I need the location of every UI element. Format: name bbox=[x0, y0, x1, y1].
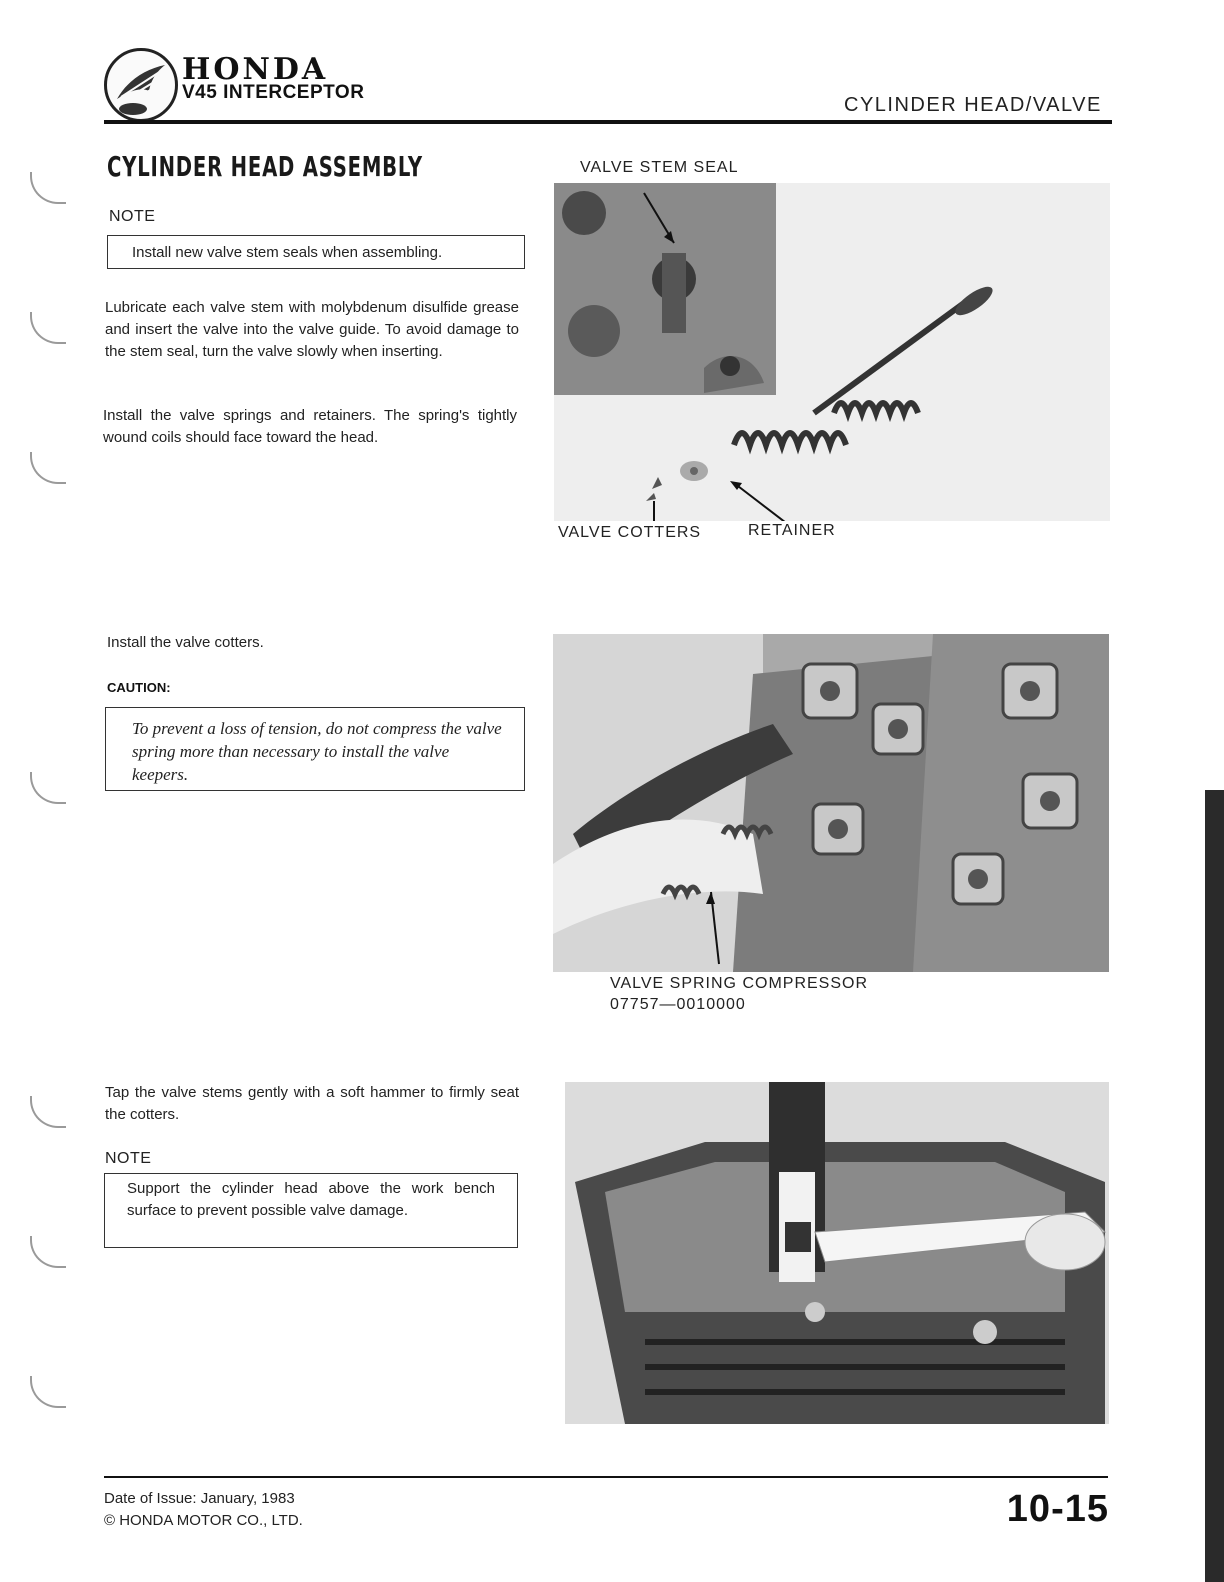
caution-box bbox=[105, 707, 525, 791]
soft-hammer-photo bbox=[565, 1082, 1109, 1424]
paragraph: Install the valve springs and retainers. The spring's tightly wound coils should face toward the head. bbox=[103, 407, 517, 446]
binder-mark bbox=[30, 452, 66, 484]
header-rule bbox=[104, 120, 1112, 124]
binder-mark bbox=[30, 1236, 66, 1268]
section-header: CYLINDER HEAD/VALVE bbox=[844, 94, 1102, 116]
note-label: NOTE bbox=[105, 1150, 152, 1167]
note-text: Support the cylinder head above the work bench surface to prevent possible valve damage. bbox=[127, 1180, 495, 1219]
honda-wing-logo bbox=[104, 48, 178, 122]
binder-mark bbox=[30, 1096, 66, 1128]
binder-mark bbox=[30, 1376, 66, 1408]
note-box bbox=[104, 1173, 518, 1248]
valve-parts-photo bbox=[554, 183, 1110, 521]
page-number: 10-15 bbox=[1006, 1488, 1109, 1530]
note-box bbox=[107, 235, 525, 269]
label-valve-stem-seal: VALVE STEM SEAL bbox=[580, 159, 739, 176]
page-edge bbox=[1205, 790, 1224, 1582]
paragraph: Lubricate each valve stem with molybdenum disulfide grease and insert the valve into the valve guide. To avoid damage to the stem seal, turn the valve slowly when inserting. bbox=[105, 299, 519, 360]
paragraph: Install the valve cotters. bbox=[107, 634, 264, 651]
brand-name: HONDA bbox=[182, 52, 329, 87]
copyright: © HONDA MOTOR CO., LTD. bbox=[104, 1512, 303, 1529]
caution-label: CAUTION: bbox=[107, 680, 171, 695]
note-text: Install new valve stem seals when assembling. bbox=[132, 244, 443, 261]
date-of-issue: Date of Issue: January, 1983 bbox=[104, 1490, 295, 1507]
spring-compressor-photo bbox=[553, 634, 1109, 972]
label-spring-compressor: VALVE SPRING COMPRESSOR bbox=[610, 975, 869, 992]
footer-rule bbox=[104, 1476, 1108, 1478]
note-label: NOTE bbox=[109, 208, 156, 225]
page-title: CYLINDER HEAD ASSEMBLY bbox=[107, 150, 423, 183]
label-part-number: 07757—0010000 bbox=[610, 996, 746, 1013]
model-name: V45 INTERCEPTOR bbox=[182, 82, 365, 103]
caution-text: To prevent a loss of tension, do not compress the valve spring more than necessary to install the valve keepers. bbox=[132, 719, 502, 784]
label-valve-cotters: VALVE COTTERS bbox=[558, 524, 702, 541]
binder-mark bbox=[30, 772, 66, 804]
binder-mark bbox=[30, 312, 66, 344]
label-retainer: RETAINER bbox=[748, 522, 836, 539]
binder-mark bbox=[30, 172, 66, 204]
paragraph: Tap the valve stems gently with a soft hammer to firmly seat the cotters. bbox=[105, 1084, 519, 1123]
